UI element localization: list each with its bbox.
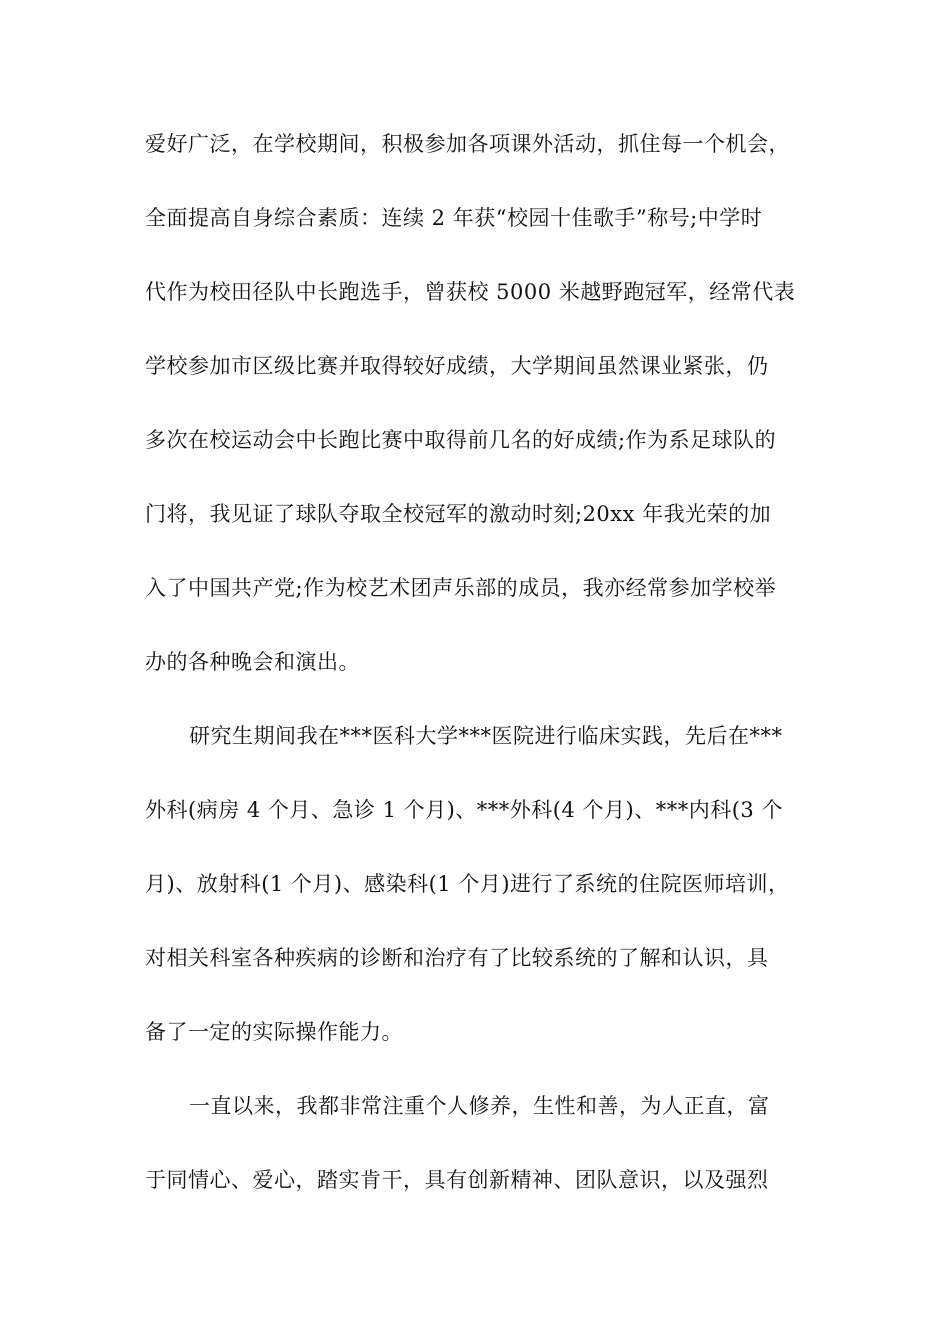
text-line: 于同情心、爱心，踏实肯干，具有创新精神、团队意识，以及强烈 xyxy=(145,1168,769,1192)
paragraph-character xyxy=(145,1088,825,1236)
text-line: 爱好广泛，在学校期间，积极参加各项课外活动，抓住每一个机会， xyxy=(145,132,790,156)
text-line: 月)、放射科(1 个月)、感染科(1 个月)进行了系统的住院医师培训， xyxy=(145,872,790,896)
paragraph-clinical-practice xyxy=(145,718,825,1088)
text-line: 多次在校运动会中长跑比赛中取得前几名的好成绩;作为系足球队的 xyxy=(145,428,777,452)
text-line-indented: 一直以来，我都非常注重个人修养，生性和善，为人正直，富 xyxy=(189,1094,770,1118)
text-line: 外科(病房 4 个月、急诊 1 个月)、***外科(4 个月)、***内科(3 个 xyxy=(145,798,783,822)
text-line: 对相关科室各种疾病的诊断和治疗有了比较系统的了解和认识，具 xyxy=(145,946,769,970)
text-line: 代作为校田径队中长跑选手，曾获校 5000 米越野跑冠军，经常代表 xyxy=(145,280,796,304)
document-body xyxy=(145,126,825,1236)
paragraph-hobbies xyxy=(145,126,825,718)
text-line: 备了一定的实际操作能力。 xyxy=(145,1020,403,1044)
text-line: 入了中国共产党;作为校艺术团声乐部的成员，我亦经常参加学校举 xyxy=(145,576,777,600)
text-line: 全面提高自身综合素质：连续 2 年获“校园十佳歌手”称号;中学时 xyxy=(145,206,763,230)
text-line: 办的各种晚会和演出。 xyxy=(145,650,360,674)
text-line: 学校参加市区级比赛并取得较好成绩，大学期间虽然课业紧张，仍 xyxy=(145,354,769,378)
text-line: 门将，我见证了球队夺取全校冠军的激动时刻;20xx 年我光荣的加 xyxy=(145,502,772,526)
text-line-indented: 研究生期间我在***医科大学***医院进行临床实践，先后在*** xyxy=(189,724,783,748)
